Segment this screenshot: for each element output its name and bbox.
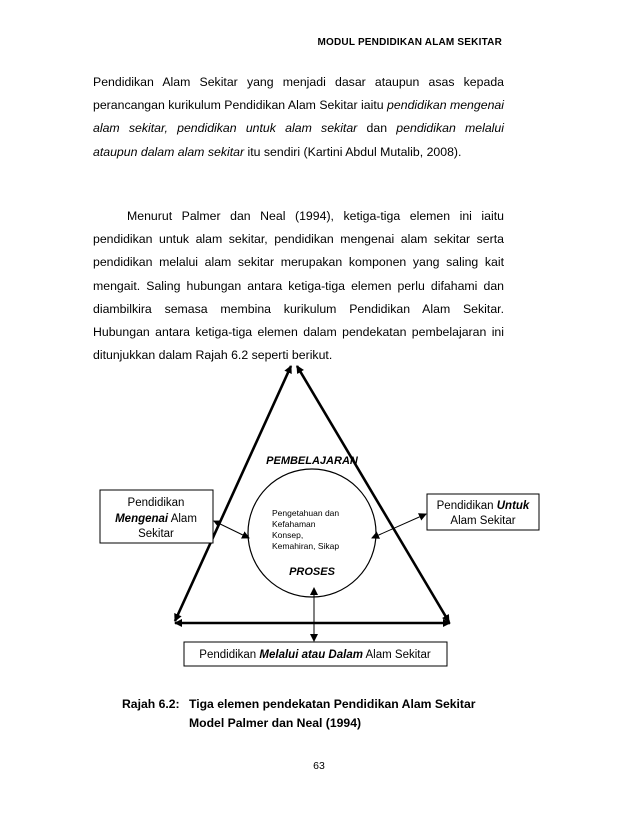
left-connector-arrow [214, 521, 249, 538]
pembelajaran-label: PEMBELAJARAN [266, 455, 358, 467]
circle-line-2: Kefahaman [272, 519, 316, 529]
melalui-box [184, 642, 447, 666]
caption-line-1 [122, 695, 476, 714]
circle-line-4: Kemahiran, Sikap [272, 541, 340, 551]
right-connector-arrow [372, 514, 426, 538]
caption-label: Rajah 6.2: [122, 697, 180, 711]
caption-title-2: Model Palmer dan Neal (1994) [189, 716, 362, 730]
mengenai-box [100, 490, 213, 543]
melalui-bold: Melalui atau Dalam [259, 649, 363, 661]
untuk-line-2: Alam Sekitar [450, 515, 516, 527]
circle-line-1: Pengetahuan dan [272, 508, 340, 518]
untuk-box [427, 494, 539, 530]
para1-italic-1: pendidikan mengenai alam sekitar, pendidikan untuk alam sekitar [93, 98, 504, 136]
mengenai-line-3: Sekitar [138, 528, 174, 540]
module-header: MODUL PENDIDIKAN ALAM SEKITAR [317, 37, 502, 48]
para1-italic-2: pendidikan melalui ataupun dalam alam sekitar [93, 121, 504, 159]
mengenai-line-2 [115, 513, 197, 525]
para1-text-3: itu sendiri (Kartini Abdul Mutalib, 2008). [244, 144, 462, 159]
mengenai-bold: Mengenai [115, 513, 169, 525]
mengenai-line-1: Pendidikan [127, 497, 185, 509]
para1-text-2: dan [357, 121, 397, 136]
caption-title-1: Tiga elemen pendekatan Pendidikan Alam Sekitar [189, 697, 476, 711]
untuk-line-1 [437, 500, 530, 512]
melalui-text [199, 649, 431, 661]
paragraph-2: Menurut Palmer dan Neal (1994), ketiga-tiga elemen ini iaitu pendidikan untuk alam sekitar, pendidikan mengenai alam sekitar serta pendidikan melalui alam sekitar merupakan komponen yang saling kait mengait. Saling hubungan antara ketiga-tiga elemen perlu difahami dan diambilkira semasa membina kurikulum Pendidikan Alam Sekitar. Hubungan antara ketiga-tiga elemen dalam pendekatan pembelajaran ini ditunjukkan dalam Rajah 6.2 seperti berikut. [93, 209, 504, 363]
melalui-pre: Pendidikan [199, 649, 260, 661]
mengenai-rest: Alam [168, 513, 197, 525]
melalui-post: Alam Sekitar [362, 649, 431, 661]
circle-line-3: Konsep, [272, 530, 304, 540]
para1-text-1: Pendidikan Alam Sekitar yang menjadi dasar ataupun asas kepada perancangan kurikulum Pendidikan Alam Sekitar iaitu [93, 75, 504, 113]
untuk-bold: Untuk [496, 500, 530, 512]
untuk-plain: Pendidikan [436, 500, 497, 512]
figure-caption [122, 695, 476, 733]
proses-label: PROSES [289, 566, 335, 578]
page-number: 63 [313, 760, 325, 772]
